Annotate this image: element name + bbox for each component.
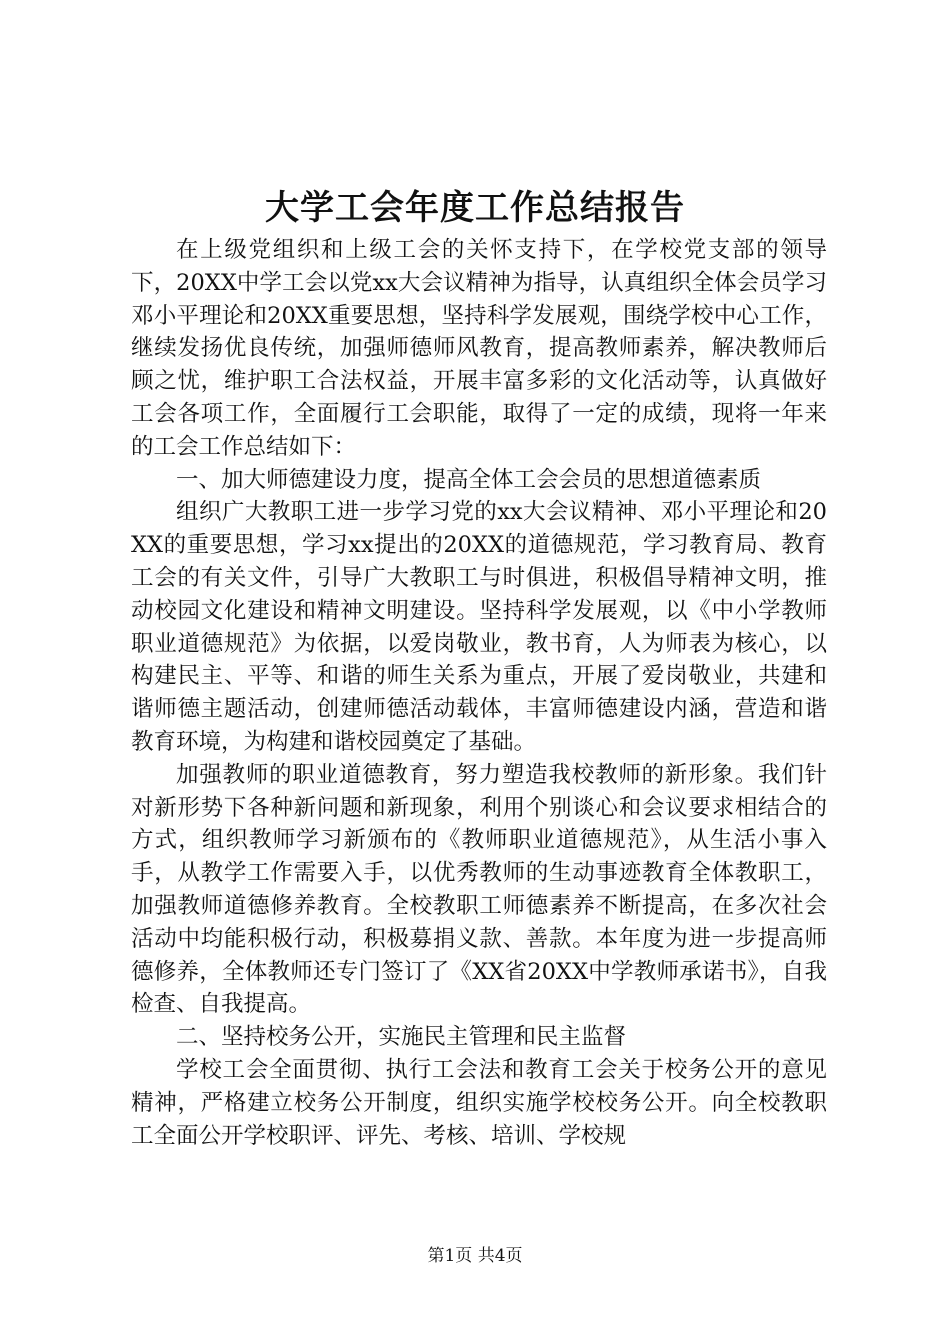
document-title: 大学工会年度工作总结报告 bbox=[265, 188, 685, 228]
body-paragraph: 组织广大教职工进一步学习党的xx大会议精神、邓小平理论和20XX的重要思想，学习xx提出的20XX的道德规范，学习教育局、教育工会的有关文件，引导广大教职工与时俱进，积极倡导精神文明，推动校园文化建设和精神文明建设。坚持科学发展观，以《中小学教师职业道德规范》为依据，以爱岗敬业，教书育，人为师表为核心，以构建民主、平等、和谐的师生关系为重点，开展了爱岗敬业，共建和谐师德主题活动，创建师德活动载体，丰富师德建设内涵，营造和谐教育环境，为构建和谐校园奠定了基础。 bbox=[131, 499, 827, 755]
body-paragraph: 加强教师的职业道德教育，努力塑造我校教师的新形象。我们针对新形势下各种新问题和新现象，利用个别谈心和会议要求相结合的方式，组织教师学习新颁布的《教师职业道德规范》，从生活小事入手，从教学工作需要入手，以优秀教师的生动事迹教育全体教职工，加强教师道德修养教育。全校教职工师德素养不断提高，在多次社会活动中均能积极行动，积极募捐义款、善款。本年度为进一步提高师德修养，全体教师还专门签订了《XX省20XX中学教师承诺书》，自我检查、自我提高。 bbox=[131, 761, 827, 1018]
intro-paragraph: 在上级党组织和上级工会的关怀支持下，在学校党支部的领导下，20XX中学工会以党xx大会议精神为指导，认真组织全体会员学习邓小平理论和20XX重要思想，坚持科学发展观，围绕学校中心工作，继续发扬优良传统，加强师德师风教育，提高教师素养，解决教师后顾之忧，维护职工合法权益，开展丰富多彩的文化活动等，认真做好工会各项工作，全面履行工会职能，取得了一定的成绩，现将一年来的工会工作总结如下： bbox=[131, 237, 827, 460]
document-body bbox=[131, 234, 827, 1152]
section-heading-2: 二、坚持校务公开，实施民主管理和民主监督 bbox=[176, 1024, 627, 1051]
body-paragraph: 学校工会全面贯彻、执行工会法和教育工会关于校务公开的意见精神，严格建立校务公开制度，组织实施学校校务公开。向全校教职工全面公开学校职评、评先、考核、培训、学校规 bbox=[131, 1056, 827, 1149]
page-number-footer: 第1页 共4页 bbox=[427, 1246, 523, 1266]
section-heading-1: 一、加大师德建设力度，提高全体工会会员的思想道德素质 bbox=[176, 466, 762, 493]
